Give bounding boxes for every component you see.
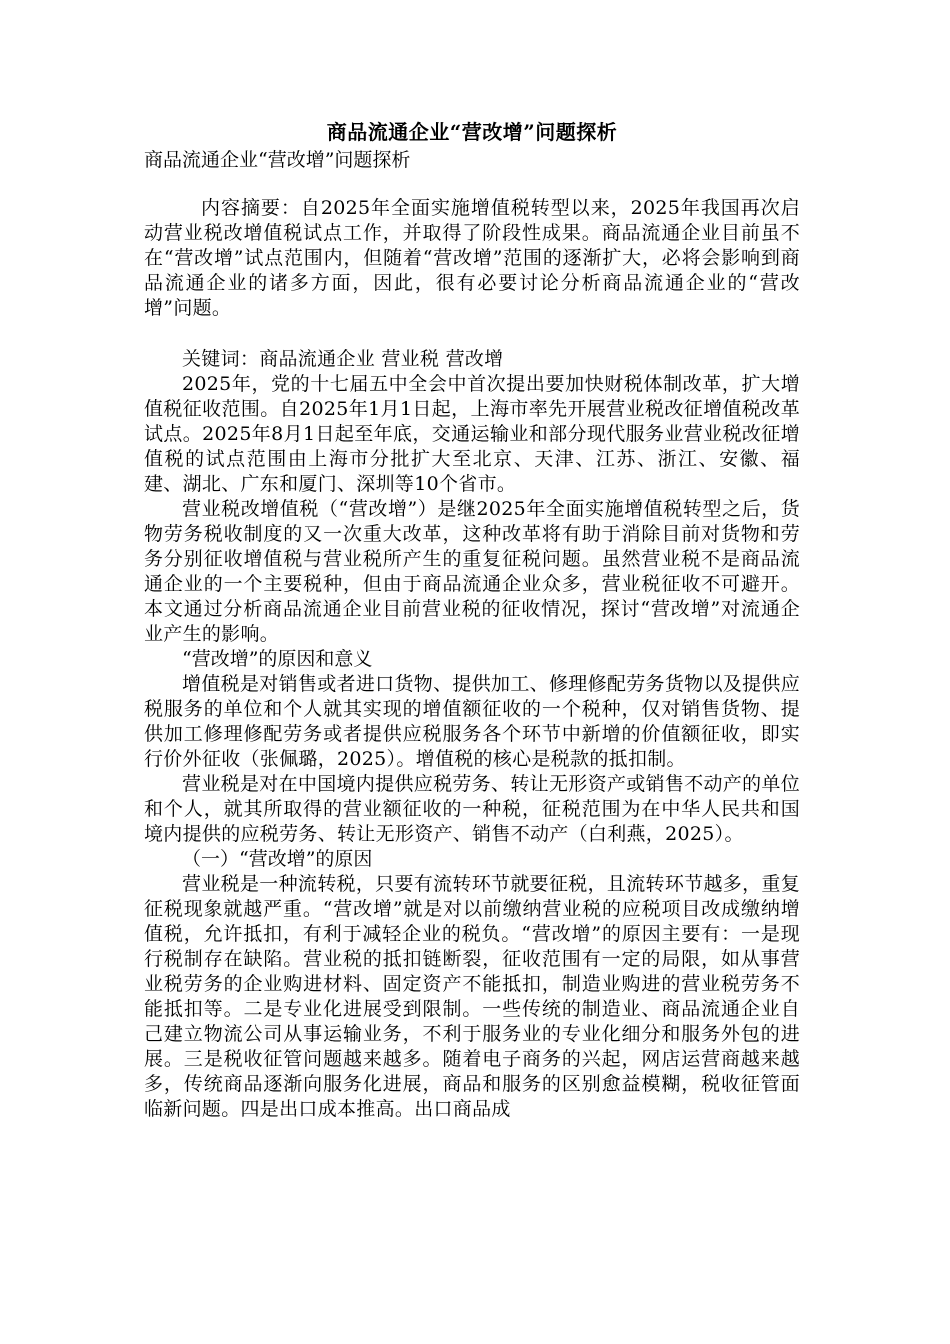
body-paragraph-5: 营业税是一种流转税，只要有流转环节就要征税，且流转环节越多，重复征税现象就越严重。“营改增”就是对以前缴纳营业税的应税项目改成缴纳增值税，允许抵扣，有利于减轻企业的税负。“营改增”的原因主要有：一是现行税制存在缺陷。营业税的抵扣链断裂，征收范围有一定的局限，如从事营业税劳务的企业购进材料、固定资产不能抵扣，制造业购进的营业税劳务不能抵扣等。二是专业化进展受到限制。一些传统的制造业、商品流通企业自己建立物流公司从事运输业务，不利于服务业的专业化细分和服务外包的进展。三是税收征管问题越来越多。随着电子商务的兴起，网店运营商越来越多，传统商品逐渐向服务化进展，商品和服务的区别愈益模糊，税收征管面临新问题。四是出口成本推高。出口商品成 bbox=[144, 873, 800, 1120]
body-paragraph-2: 营业税改增值税（“营改增”）是继2025年全面实施增值税转型之后，货物劳务税收制度的又一次重大改革，这种改革将有助于消除目前对货物和劳务分别征收增值税与营业税所产生的重复征税问题。虽然营业税不是商品流通企业的一个主要税种，但由于商品流通企业众多，营业税征收不可避开。本文通过分析商品流通企业目前营业税的征收情况，探讨“营改增”对流通企业产生的影响。 bbox=[144, 498, 800, 645]
abstract-paragraph: 内容摘要：自2025年全面实施增值税转型以来，2025年我国再次启动营业税改增值税试点工作，并取得了阶段性成果。商品流通企业目前虽不在“营改增”试点范围内，但随着“营改增”范围的逐渐扩大，必将会影响到商品流通企业的诸多方面，因此，很有必要讨论分析商品流通企业的“营改增”问题。 bbox=[144, 197, 800, 319]
body-paragraph-3: 增值税是对销售或者进口货物、提供加工、修理修配劳务货物以及提供应税服务的单位和个人就其实现的增值额征收的一个税种，仅对销售货物、提供加工修理修配劳务或者提供应税服务各个环节中新增的价值额征收，即实行价外征收（张佩璐，2025）。增值税的核心是税款的抵扣制。 bbox=[144, 673, 800, 770]
document-subtitle: 商品流通企业“营改增”问题探析 bbox=[144, 149, 411, 171]
section-heading-1: “营改增”的原因和意义 bbox=[182, 648, 373, 670]
document-page bbox=[144, 118, 800, 1122]
document-title: 商品流通企业“营改增”问题探析 bbox=[326, 120, 618, 144]
section-heading-2: （一）“营改增”的原因 bbox=[182, 848, 373, 870]
body-paragraph-4: 营业税是对在中国境内提供应税劳务、转让无形资产或销售不动产的单位和个人，就其所取得的营业额征收的一种税，征税范围为在中华人民共和国境内提供的应税劳务、转让无形资产、销售不动产（白利燕，2025）。 bbox=[144, 773, 800, 845]
keywords-line: 关键词：商品流通企业 营业税 营改增 bbox=[182, 348, 504, 370]
body-paragraph-1: 2025年，党的十七届五中全会中首次提出要加快财税体制改革，扩大增值税征收范围。自2025年1月1日起，上海市率先开展营业税改征增值税改革试点。2025年8月1日起至年底，交通运输业和部分现代服务业营业税改征增值税的试点范围由上海市分批扩大至北京、天津、江苏、浙江、安徽、福建、湖北、广东和厦门、深圳等10个省市。 bbox=[144, 373, 800, 495]
